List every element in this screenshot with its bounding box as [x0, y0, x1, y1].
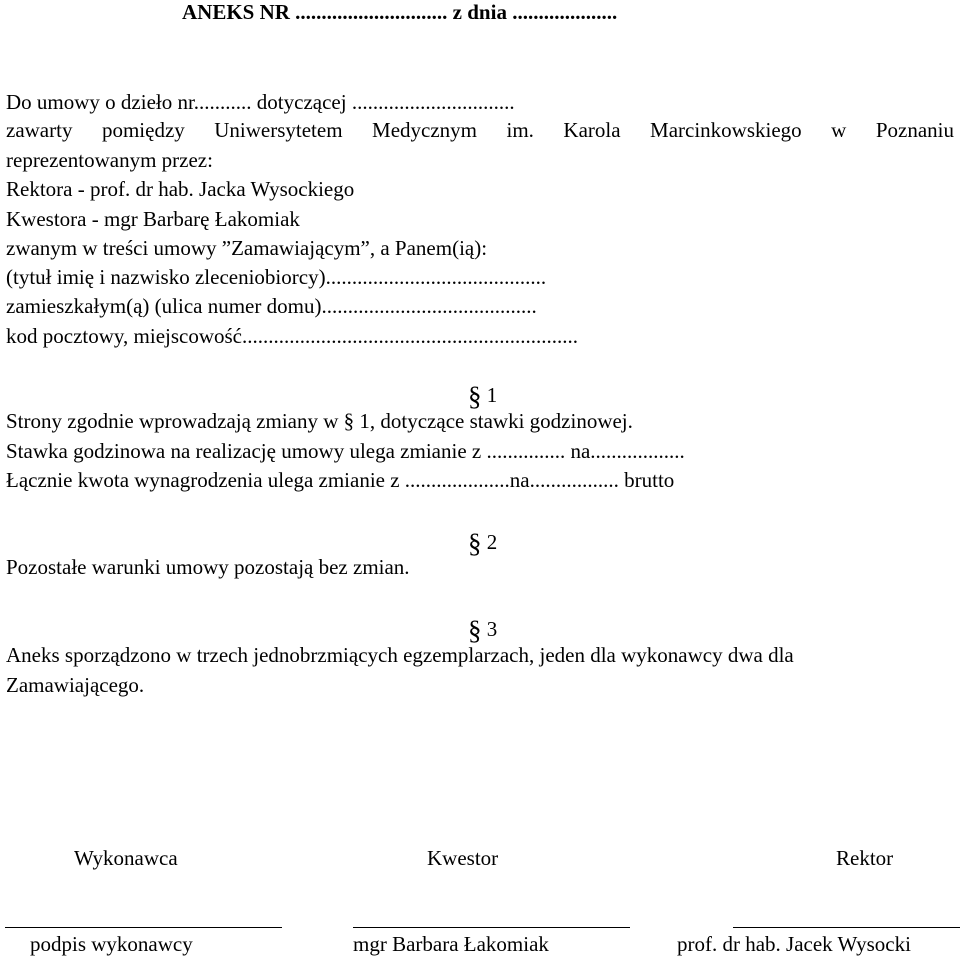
signature-line-contractor	[5, 927, 282, 928]
signature-name-quaestor: mgr Barbara Łakomiak	[353, 932, 549, 956]
rector-line: Rektora - prof. dr hab. Jacka Wysockiego	[6, 177, 355, 201]
word: pomiędzy	[101, 118, 185, 142]
section-1-line-2: Stawka godzinowa na realizację umowy ulega zmianie z ............... na..................	[6, 439, 685, 463]
section-1-heading	[468, 380, 498, 411]
contractor-postal-line: kod pocztowy, miejscowość................................................................	[6, 324, 579, 348]
contractor-name-line: (tytuł imię i nazwisko zleceniobiorcy)..........................................	[6, 265, 547, 289]
section-3-line-2: Zamawiającego.	[6, 673, 145, 697]
section-1-line-1: Strony zgodnie wprowadzają zmiany w § 1, dotyczące stawki godzinowej.	[6, 409, 633, 433]
signature-line-rector	[733, 927, 960, 928]
section-number: 2	[486, 530, 498, 554]
word: Poznaniu	[875, 118, 954, 142]
signature-line-quaestor	[353, 927, 630, 928]
word: Medycznym	[372, 118, 478, 142]
section-3-heading	[468, 614, 498, 645]
quaestor-line: Kwestora - mgr Barbarę Łakomiak	[6, 207, 300, 231]
section-number: 3	[486, 617, 498, 641]
parties-line	[6, 120, 954, 141]
signature-name-rector: prof. dr hab. Jacek Wysocki	[677, 932, 911, 956]
word: zawarty	[6, 118, 73, 142]
section-symbol: §	[468, 615, 482, 645]
word: im.	[506, 118, 534, 142]
section-2-heading	[468, 527, 498, 558]
section-number: 1	[486, 383, 498, 407]
word: Uniwersytetem	[214, 118, 343, 142]
signature-label-rector: Rektor	[836, 846, 894, 870]
word: w	[831, 118, 847, 142]
signature-label-contractor: Wykonawca	[74, 846, 178, 870]
word: Karola	[563, 118, 621, 142]
section-1-line-3: Łącznie kwota wynagrodzenia ulega zmianie z ....................na................. brutto	[6, 468, 675, 492]
represented-by-line: reprezentowanym przez:	[6, 148, 213, 172]
signature-name-contractor: podpis wykonawcy	[30, 932, 193, 956]
contract-reference-line: Do umowy o dzieło nr........... dotyczącej ...............................	[6, 90, 515, 114]
section-symbol: §	[468, 528, 482, 558]
client-designation-line: zwanym w treści umowy ”Zamawiającym”, a Panem(ią):	[6, 236, 488, 260]
section-3-line-1: Aneks sporządzono w trzech jednobrzmiących egzemplarzach, jeden dla wykonawcy dwa dla	[6, 643, 794, 667]
section-symbol: §	[468, 381, 482, 411]
section-2-line-1: Pozostałe warunki umowy pozostają bez zmian.	[6, 555, 410, 579]
word: Marcinkowskiego	[650, 118, 802, 142]
signature-label-quaestor: Kwestor	[427, 846, 499, 870]
document-title: ANEKS NR ............................. z dnia ....................	[182, 0, 618, 24]
contractor-address-line: zamieszkałym(ą) (ulica numer domu).........................................	[6, 294, 537, 318]
